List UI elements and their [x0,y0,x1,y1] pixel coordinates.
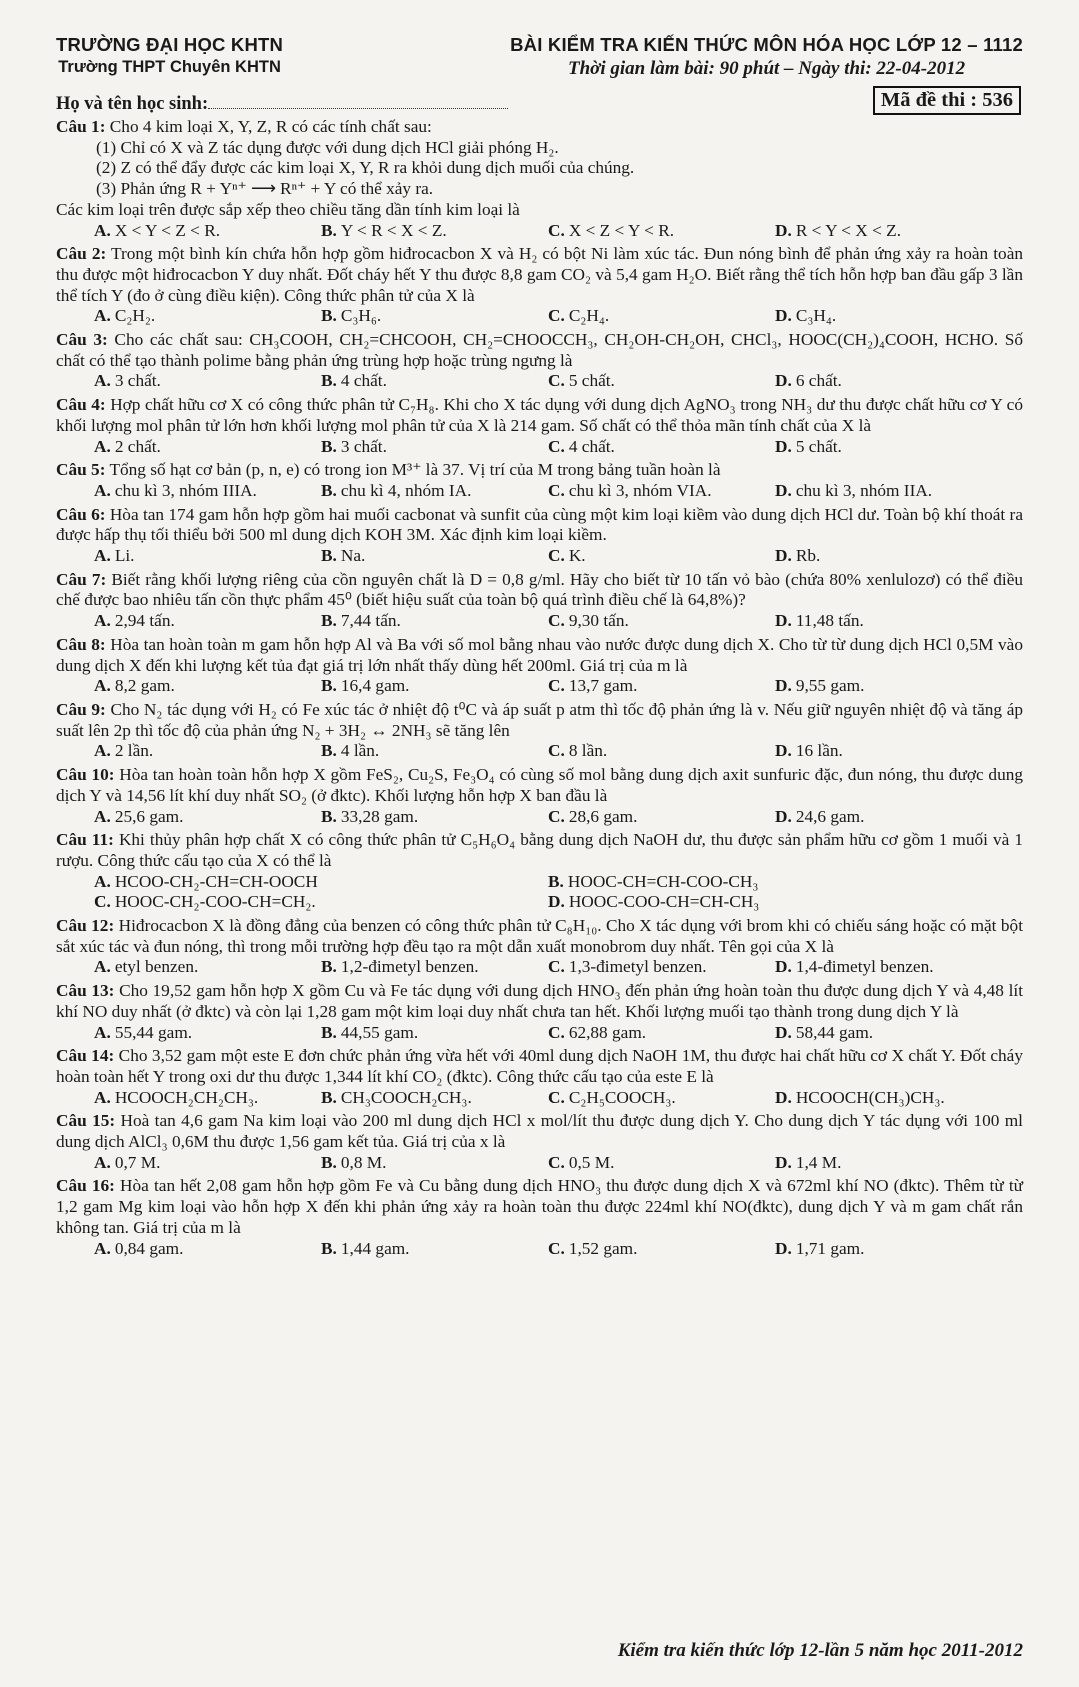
question-16 [56,1176,1023,1259]
option-letter: A. [94,741,111,761]
option-letter: C. [548,371,565,391]
question-3 [56,330,1023,392]
answer-option-b [321,741,548,762]
option-letter: B. [321,546,337,566]
option-text: X < Y < Z < R. [114,220,221,240]
option-letter: B. [321,676,337,696]
option-text: 13,7 gam. [568,676,638,696]
option-text: 28,6 gam. [568,806,638,826]
question-number: Câu 12: [56,916,115,936]
answer-options [56,741,1023,762]
answer-option-a [94,371,321,392]
option-text: 1,4-đimetyl benzen. [795,957,934,977]
answer-option-c [548,1023,775,1044]
question-number: Câu 13: [56,981,115,1001]
answer-option-a [94,957,321,978]
option-letter: B. [321,611,337,631]
question-text: Hiđrocacbon X là đồng đẳng của benzen có công thức phân tử C₈H₁₀. Cho X tác dụng với brom khi có chiếu sáng hoặc có mặt bột sắt xúc tác và đun nóng, thì trong mỗi trường hợp đều tạo ra một dẫn xuất monobrom duy nhất. Tên gọi của X là [56,916,1023,956]
question-stem [56,830,1023,871]
answer-option-d [775,546,1002,567]
option-letter: C. [548,611,565,631]
question-stem [56,460,1023,481]
answer-option-c [548,1153,775,1174]
question-stem [56,395,1023,436]
answer-option-b [321,611,548,632]
option-text: 8 lần. [568,741,608,761]
option-letter: D. [775,436,792,456]
question-8 [56,635,1023,697]
answer-option-b [321,221,548,242]
answer-option-b [548,872,1002,893]
question-condition: (2) Z có thể đẩy được các kim loại X, Y, R ra khỏi dung dịch muối của chúng. [96,158,635,178]
answer-option-a [94,481,321,502]
answer-option-c [548,1239,775,1260]
option-letter: B. [321,480,337,500]
answer-option-d [775,481,1002,502]
option-text: 55,44 gam. [114,1022,193,1042]
option-letter: A. [94,306,111,326]
answer-option-b [321,957,548,978]
option-text: 1,71 gam. [795,1238,865,1258]
option-text: Li. [114,546,135,566]
question-number: Câu 5: [56,460,106,480]
answer-options [56,807,1023,828]
option-text: HCOOCH₂CH₂CH₃. [114,1087,259,1107]
option-letter: A. [94,436,111,456]
question-number: Câu 11: [56,830,114,850]
question-10 [56,765,1023,827]
option-letter: A. [94,611,111,631]
question-7 [56,570,1023,632]
option-text: etyl benzen. [114,957,199,977]
exam-code-box: Mã đề thi : 536 [873,86,1021,115]
question-number: Câu 3: [56,330,108,350]
answer-option-c [548,1088,775,1109]
option-text: 16 lần. [795,741,843,761]
answer-option-d [775,371,1002,392]
option-text: 33,28 gam. [340,806,419,826]
student-row [56,86,1023,115]
answer-option-a [94,1153,321,1174]
option-text: 3 chất. [114,371,161,391]
option-letter: D. [775,371,792,391]
answer-option-a [94,872,548,893]
answer-option-b [321,371,548,392]
option-letter: B. [321,220,337,240]
option-text: 1,2-đimetyl benzen. [340,957,479,977]
option-letter: D. [775,306,792,326]
option-letter: B. [321,957,337,977]
answer-options [56,481,1023,502]
answer-option-c [548,807,775,828]
option-text: 7,44 tấn. [340,611,401,631]
option-text: Rb. [795,546,821,566]
question-text: Hợp chất hữu cơ X có công thức phân tử C₇H₈. Khi cho X tác dụng với dung dịch AgNO₃ trong NH₃ dư thu được chất hữu cơ Y có khối lượng mol phân tử lớn hơn khối lượng mol phân tử của X là 214 gam. Số chất có thể thỏa mãn tính chất của X là [56,395,1023,435]
school-block [56,34,283,80]
question-text: Hòa tan hết 2,08 gam hỗn hợp gồm Fe và Cu bằng dung dịch HNO₃ thu được dung dịch X và 672ml khí NO (đktc). Thêm từ từ 1,2 gam Mg kim loại vào hỗn hợp X đến khi phản ứng xảy ra hoàn toàn thu được 224ml khí NO(đktc), dung dịch Y và m gam chất rắn không tan. Giá trị của m là [56,1176,1023,1237]
option-letter: A. [94,1087,111,1107]
option-letter: B. [321,1087,337,1107]
option-letter: C. [548,436,565,456]
option-text: 2,94 tấn. [114,611,175,631]
question-number: Câu 10: [56,765,115,785]
option-text: 4 chất. [568,436,615,456]
answer-option-d [775,306,1002,327]
option-letter: C. [548,957,565,977]
option-text: 2 chất. [114,436,161,456]
answer-option-c [548,306,775,327]
school-name: TRƯỜNG ĐẠI HỌC KHTN [56,34,284,55]
option-text: 9,55 gam. [795,676,865,696]
option-text: Na. [340,546,366,566]
answer-option-b [321,1153,548,1174]
option-text: X < Z < Y < R. [568,220,675,240]
option-letter: B. [321,371,337,391]
exam-title: BÀI KIỂM TRA KIẾN THỨC MÔN HÓA HỌC LỚP 12 – 1112 [510,34,1023,55]
option-letter: C. [548,546,565,566]
option-letter: B. [548,871,564,891]
option-letter: B. [321,436,337,456]
answer-options [56,1023,1023,1044]
answer-option-c [548,611,775,632]
answer-option-d [775,676,1002,697]
answer-option-a [94,437,321,458]
option-text: 3 chất. [340,436,387,456]
option-letter: B. [321,806,337,826]
question-number: Câu 8: [56,634,106,654]
question-text: Tổng số hạt cơ bản (p, n, e) có trong ion M³⁺ là 37. Vị trí của M trong bảng tuần hoàn là [109,460,721,480]
option-text: 1,3-đimetyl benzen. [568,957,707,977]
option-text: 11,48 tấn. [795,611,864,631]
question-condition: (1) Chỉ có X và Z tác dụng được với dung dịch HCl giải phóng H₂. [96,137,559,157]
option-letter: D. [775,220,792,240]
answer-options [56,546,1023,567]
option-text: 24,6 gam. [795,806,865,826]
question-text: Khi thủy phân hợp chất X có công thức phân tử C₅H₆O₄ bằng dung dịch NaOH dư, thu được sản phẩm hữu cơ gồm 1 muối và 1 rượu. Công thức cấu tạo của X có thể là [56,830,1023,870]
option-letter: A. [94,871,111,891]
question-13 [56,981,1023,1043]
option-text: 2 lần. [114,741,154,761]
option-letter: D. [775,1238,792,1258]
option-text: 16,4 gam. [340,676,410,696]
option-text: 5 chất. [568,371,615,391]
option-letter: A. [94,220,111,240]
option-text: 1,44 gam. [340,1238,410,1258]
answer-option-a [94,611,321,632]
option-text: C₂H₄. [568,306,610,326]
question-text: Biết rằng khối lượng riêng của cồn nguyên chất là D = 0,8 g/ml. Hãy cho biết từ 10 tấn vỏ bào (chứa 80% xenlulozơ) có thể điều chế được bao nhiêu tấn cồn thực phẩm 45⁰ (biết hiệu suất của toàn bộ quá trình điều chế là 64,8%)? [56,569,1024,610]
option-text: Y < R < X < Z. [340,220,447,240]
option-text: 62,88 gam. [568,1022,647,1042]
answer-options [56,611,1023,632]
answer-option-a [94,676,321,697]
option-text: 8,2 gam. [114,676,175,696]
option-text: 44,55 gam. [340,1022,419,1042]
option-letter: A. [94,806,111,826]
answer-option-d [548,892,1002,913]
answer-options [56,306,1023,327]
option-text: chu kì 3, nhóm VIA. [568,480,712,500]
answer-option-b [321,306,548,327]
answer-options [56,872,1023,893]
answer-option-c [548,481,775,502]
subschool-name: Trường THPT Chuyên KHTN [58,58,281,76]
question-text: Hòa tan hoàn toàn hỗn hợp X gồm FeS₂, Cu₂S, Fe₃O₄ có cùng số mol bằng dung dịch axit sunfuric đặc, đun nóng, thu được dung dịch Y và 14,56 lít khí duy nhất SO₂ (ở đktc). Khối lượng hỗn hợp X ban đầu là [56,765,1023,805]
option-letter: A. [94,676,111,696]
option-text: 58,44 gam. [795,1022,874,1042]
option-text: R < Y < X < Z. [795,220,902,240]
answer-option-b [321,807,548,828]
question-stem [56,1111,1023,1152]
answer-option-d [775,1239,1002,1260]
option-letter: D. [775,676,792,696]
option-text: 4 chất. [340,371,387,391]
answer-option-b [321,1023,548,1044]
question-stem [56,570,1023,611]
question-text: Cho N₂ tác dụng với H₂ có Fe xúc tác ở nhiệt độ t⁰C và áp suất p atm thì tốc độ phản ứng là v. Nếu giữ nguyên nhiệt độ và tăng áp suất lên 2p thì tốc độ của phản ứng N₂ + 3H₂ ↔ 2NH₃ sẽ tăng lên [56,699,1023,740]
question-stem [56,916,1023,957]
answer-options [56,437,1023,458]
option-text: chu kì 4, nhóm IA. [340,480,472,500]
option-letter: D. [775,1087,792,1107]
answer-option-a [94,807,321,828]
question-text: Hòa tan hoàn toàn m gam hỗn hợp Al và Ba với số mol bằng nhau vào nước được dung dịch X. Cho từ từ dung dịch HCl 0,5M vào dung dịch X đến khi lượng kết tủa đạt giá trị lớn nhất thấy dùng hết 200ml. Giá trị của m là [56,634,1023,675]
option-text: HOOC-COO-CH=CH-CH₃ [568,892,760,912]
answer-option-a [94,546,321,567]
option-letter: C. [548,741,565,761]
question-stem [56,330,1023,371]
answer-option-b [321,437,548,458]
question-text: Trong một bình kín chứa hỗn hợp gồm hiđrocacbon X và H₂ có bột Ni làm xúc tác. Đun nóng bình để phản ứng xảy ra hoàn toàn thu được một hiđrocacbon Y duy nhất. Đốt cháy hết Y thu được 8,8 gam CO₂ và 5,4 gam H₂O. Biết rằng thể tích hỗn hợp ban đầu gấp 3 lần thể tích Y (đo ở cùng điều kiện). Công thức phân tử của X là [56,244,1024,305]
option-letter: C. [548,480,565,500]
option-text: C₃H₄. [795,306,837,326]
question-9 [56,700,1023,762]
question-number: Câu 16: [56,1176,115,1196]
answer-option-d [775,957,1002,978]
option-letter: B. [321,1152,337,1172]
answer-option-c [548,437,775,458]
question-stem [56,1046,1023,1087]
question-stem [56,635,1023,676]
question-4 [56,395,1023,457]
question-text: Cho 3,52 gam một este E đơn chức phản ứng vừa hết với 40ml dung dịch NaOH 1M, thu được hai chất hữu cơ X chất Y. Đốt cháy hoàn toàn hết Y trong oxi dư thu được 1,344 lít khí CO₂ (đktc). Công thức cấu tạo của este E là [56,1046,1023,1086]
option-letter: A. [94,1238,111,1258]
answer-options [56,676,1023,697]
question-stem [56,765,1023,806]
option-letter: C. [548,1152,565,1172]
option-letter: A. [94,546,111,566]
answer-option-d [775,611,1002,632]
question-text: Cho 19,52 gam hỗn hợp X gồm Cu và Fe tác dụng với dung dịch HNO₃ đến phản ứng hoàn toàn thu được dung dịch Y và 4,48 lít khí NO duy nhất (ở đktc) và còn lại 1,28 gam một kim loại duy nhất chưa tan hết. Khối lượng muối tạo thành trong dung dịch Y là [56,981,1023,1021]
question-number: Câu 14: [56,1046,115,1066]
option-letter: D. [775,611,792,631]
question-number: Câu 6: [56,504,106,524]
answer-option-b [321,1239,548,1260]
answer-option-c [548,546,775,567]
question-number: Câu 15: [56,1111,116,1131]
option-letter: D. [775,546,792,566]
question-text: Cho 4 kim loại X, Y, Z, R có các tính chất sau: [109,117,432,136]
question-stem [56,1176,1023,1238]
student-name-blank [208,94,508,109]
question-text: Hoà tan 4,6 gam Na kim loại vào 200 ml dung dịch HCl x mol/lít thu được dung dịch Y. Cho dung dịch Y tác dụng với 100 ml dung dịch AlCl₃ 0,6M thu được 1,56 gam kết tủa. Giá trị của x là [56,1111,1023,1152]
exam-header [56,34,1023,80]
option-text: 6 chất. [795,371,842,391]
option-letter: C. [548,1238,565,1258]
option-letter: A. [94,1152,111,1172]
option-letter: C. [548,1087,565,1107]
option-letter: C. [548,806,565,826]
answer-option-b [321,1088,548,1109]
question-5 [56,460,1023,501]
answer-option-a [94,221,321,242]
option-text: HOOC-CH₂-COO-CH=CH₂. [114,892,316,912]
question-2 [56,244,1023,327]
question-15 [56,1111,1023,1173]
option-text: 1,52 gam. [568,1238,638,1258]
option-letter: B. [321,1238,337,1258]
option-text: 4 lần. [340,741,380,761]
option-letter: D. [775,1022,792,1042]
student-name-line [56,94,508,115]
option-letter: D. [775,806,792,826]
option-letter: B. [321,741,337,761]
question-1 [56,117,1023,241]
answer-options [56,1088,1023,1109]
question-12 [56,916,1023,978]
option-text: chu kì 3, nhóm IIA. [795,480,933,500]
answer-options [56,1153,1023,1174]
option-letter: C. [94,892,111,912]
option-letter: C. [548,1022,565,1042]
answer-option-c [548,741,775,762]
answer-option-a [94,1088,321,1109]
answer-option-b [321,546,548,567]
option-letter: D. [775,480,792,500]
option-text: K. [568,546,586,566]
footer-note: Kiểm tra kiến thức lớp 12-lần 5 năm học 2011-2012 [617,1640,1023,1661]
option-text: 5 chất. [795,436,842,456]
answer-option-d [775,437,1002,458]
answer-option-a [94,1023,321,1044]
question-tail: Các kim loại trên được sắp xếp theo chiều tăng dần tính kim loại là [56,199,520,219]
answer-option-a [94,741,321,762]
student-label: Họ và tên học sinh: [56,94,209,114]
answer-options [56,892,1023,913]
option-text: 0,84 gam. [114,1238,184,1258]
answer-option-b [321,676,548,697]
answer-option-a [94,1239,321,1260]
option-letter: B. [321,306,337,326]
answer-option-c [548,371,775,392]
option-text: C₃H₆. [340,306,382,326]
question-list [56,117,1023,1259]
question-6 [56,505,1023,567]
exam-time: Thời gian làm bài: 90 phút – Ngày thi: 22-04-2012 [567,58,966,79]
option-text: C₂H₅COOCH₃. [568,1087,676,1107]
question-stem [56,700,1023,741]
question-number: Câu 4: [56,395,106,415]
question-condition: (3) Phản ứng R + Yⁿ⁺ ⟶ Rⁿ⁺ + Y có thể xảy ra. [96,179,434,199]
answer-options [56,957,1023,978]
option-letter: D. [548,892,565,912]
option-letter: B. [321,1022,337,1042]
question-11 [56,830,1023,913]
question-number: Câu 2: [56,244,107,264]
answer-option-c [94,892,548,913]
option-letter: A. [94,371,111,391]
question-text: Hòa tan 174 gam hỗn hợp gồm hai muối cacbonat và sunfit của cùng một kim loại kiềm vào dung dịch HCl dư. Toàn bộ khí thoát ra được hấp thụ tối thiểu bởi 500 ml dung dịch KOH 3M. Xác định kim loại kiềm. [56,504,1023,545]
option-letter: A. [94,957,111,977]
exam-title-block [510,34,1023,80]
option-text: 1,4 M. [795,1152,842,1172]
option-letter: D. [775,1152,792,1172]
answer-options [56,371,1023,392]
question-stem [56,505,1023,546]
answer-option-c [548,676,775,697]
answer-option-d [775,1088,1002,1109]
option-letter: C. [548,306,565,326]
answer-option-c [548,221,775,242]
option-letter: A. [94,1022,111,1042]
answer-option-d [775,1153,1002,1174]
option-letter: A. [94,480,111,500]
answer-option-a [94,306,321,327]
option-text: HOOC-CH=CH-COO-CH₃ [567,871,759,891]
option-text: HCOO-CH₂-CH=CH-OOCH [114,871,318,891]
option-text: chu kì 3, nhóm IIIA. [114,480,257,500]
option-letter: D. [775,957,792,977]
option-letter: D. [775,741,792,761]
option-text: 25,6 gam. [114,806,184,826]
option-text: C₂H₂. [114,306,156,326]
question-stem [56,117,1023,138]
option-text: 0,8 M. [340,1152,387,1172]
option-text: 9,30 tấn. [568,611,629,631]
option-text: HCOOCH(CH₃)CH₃. [795,1087,945,1107]
question-stem [56,981,1023,1022]
question-number: Câu 7: [56,569,107,589]
question-14 [56,1046,1023,1108]
answer-option-d [775,1023,1002,1044]
option-text: 0,7 M. [114,1152,161,1172]
question-stem [56,244,1023,306]
answer-options [56,1239,1023,1260]
answer-options [56,221,1023,242]
answer-option-d [775,741,1002,762]
option-letter: C. [548,220,565,240]
option-text: 0,5 M. [568,1152,615,1172]
question-number: Câu 9: [56,699,106,719]
option-text: CH₃COOCH₂CH₃. [340,1087,472,1107]
answer-option-d [775,807,1002,828]
question-text: Cho các chất sau: CH₃COOH, CH₂=CHCOOH, CH₂=CHOOCCH₃, CH₂OH-CH₂OH, CHCl₃, HOOC(CH₂)₄COOH, HCHO. Số chất có thể tạo thành polime bằng phản ứng trùng hợp hoặc trùng ngưng là [56,330,1023,370]
answer-option-d [775,221,1002,242]
answer-option-b [321,481,548,502]
answer-option-c [548,957,775,978]
question-number: Câu 1: [56,117,106,136]
option-letter: C. [548,676,565,696]
